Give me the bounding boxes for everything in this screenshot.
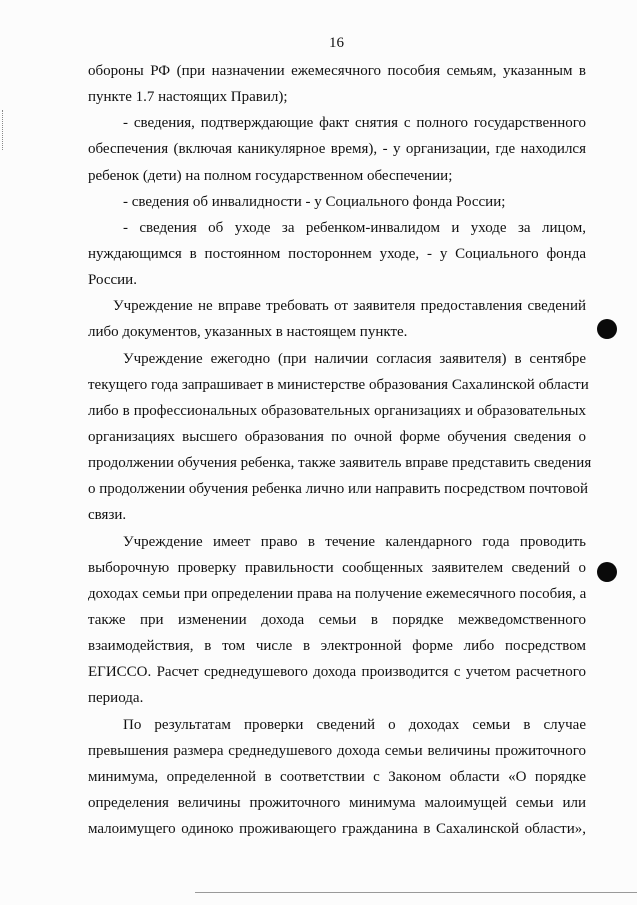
- text-line: Учреждение имеет право в течение календарного года проводить: [123, 533, 586, 550]
- text-line: обеспечения (включая каникулярное время), - у организации, где находился: [88, 141, 586, 158]
- text-line: превышения размера среднедушевого дохода семьи величины прожиточного: [88, 742, 586, 759]
- text-line: Учреждение не вправе требовать от заявителя предоставления сведений: [113, 298, 586, 315]
- text-line: ребенок (дети) на полном государственном обеспечении;: [88, 167, 453, 184]
- text-line: организациях высшего образования по очной форме обучения сведения о: [88, 428, 586, 445]
- scan-bottom-edge: [195, 892, 637, 893]
- text-line: Учреждение ежегодно (при наличии согласия заявителя) в сентябре: [123, 350, 586, 367]
- text-line: - сведения об уходе за ребенком-инвалидом и уходе за лицом,: [123, 219, 586, 236]
- text-line: текущего года запрашивает в министерстве образования Сахалинской области: [88, 376, 589, 393]
- text-line: России.: [88, 272, 137, 289]
- text-line: о продолжении обучения ребенка лично или направить посредством почтовой: [88, 481, 589, 498]
- text-line: доходах семьи при определении права на получение ежемесячного пособия, а: [88, 585, 587, 602]
- text-line: малоимущего одиноко проживающего гражданина в Сахалинской области»,: [88, 821, 586, 838]
- page-number: 16: [329, 35, 344, 51]
- text-line: выборочную проверку правильности сообщенных заявителем сведений о: [88, 559, 586, 576]
- text-line: связи.: [88, 507, 127, 524]
- text-line: взаимодействия, в том числе в электронной форме либо посредством: [88, 638, 586, 655]
- text-line: ЕГИССО. Расчет среднедушевого дохода производится с учетом расчетного: [88, 664, 586, 681]
- punch-hole-bottom: [597, 562, 617, 582]
- document-body: [88, 58, 592, 842]
- text-line: либо документов, указанных в настоящем пункте.: [88, 324, 408, 341]
- text-line: также при изменении дохода семьи в порядке межведомственного: [88, 611, 586, 628]
- text-line: либо в профессиональных образовательных организациях и образовательных: [88, 402, 586, 419]
- text-line: пункте 1.7 настоящих Правил);: [88, 89, 288, 106]
- text-line: продолжении обучения ребенка, также заявитель вправе представить сведения: [88, 455, 592, 472]
- text-line: обороны РФ (при назначении ежемесячного пособия семьям, указанным в: [88, 63, 586, 79]
- scan-edge-mark: [2, 110, 4, 150]
- punch-hole-top: [597, 319, 617, 339]
- text-line: - сведения, подтверждающие факт снятия с полного государственного: [123, 115, 586, 132]
- text-line: - сведения об инвалидности - у Социального фонда России;: [123, 193, 506, 210]
- text-line: нуждающимся в постоянном постороннем уходе, - у Социального фонда: [88, 245, 586, 262]
- text-line: периода.: [88, 690, 144, 707]
- text-line: минимума, определенной в соответствии с Законом области «О порядке: [88, 768, 586, 785]
- text-line: По результатам проверки сведений о доходах семьи в случае: [123, 716, 586, 733]
- text-line: определения величины прожиточного минимума малоимущей семьи или: [88, 794, 586, 811]
